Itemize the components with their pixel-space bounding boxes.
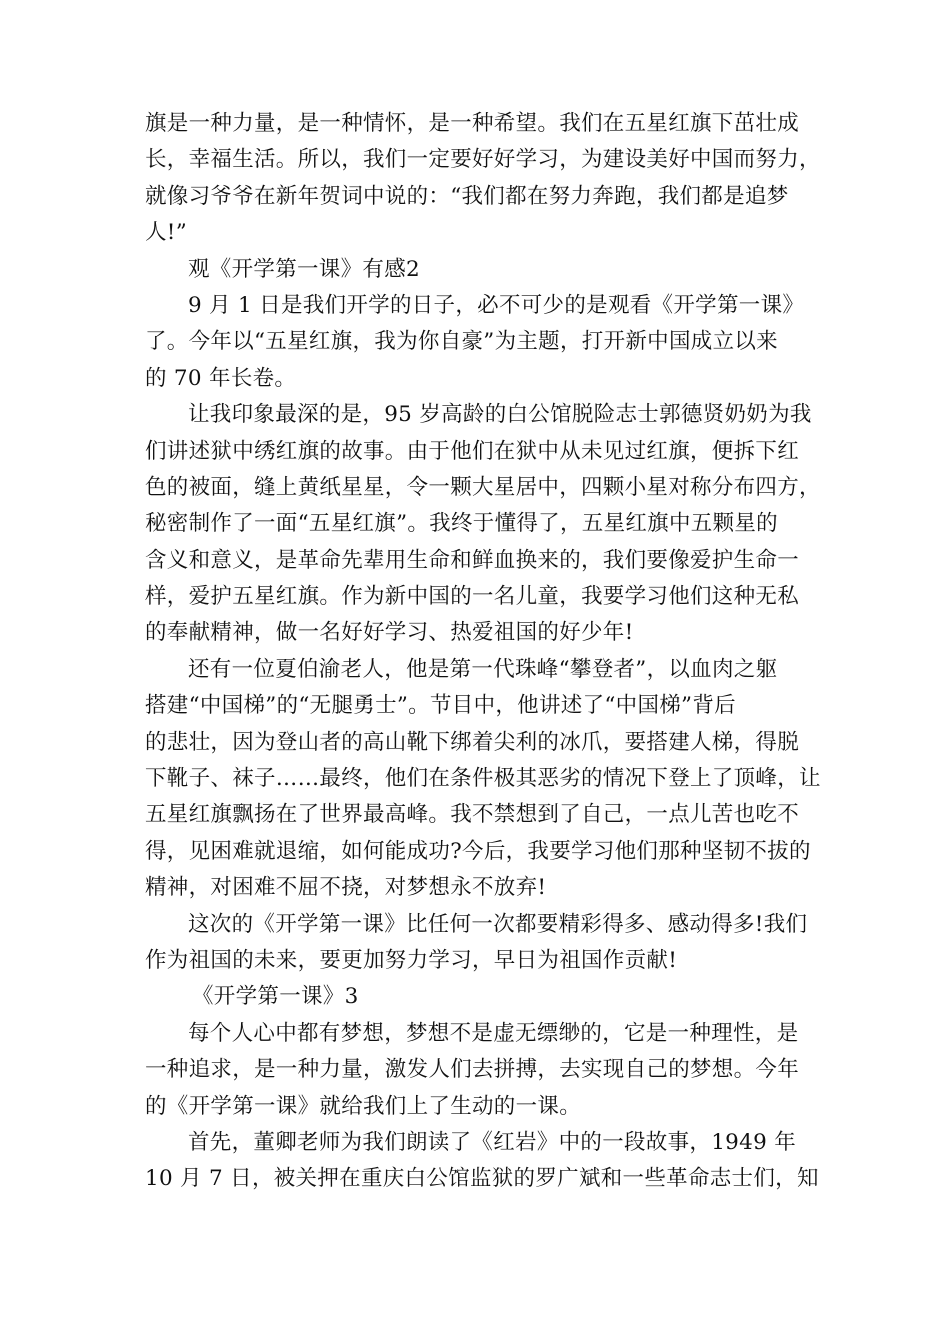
text-line: 五星红旗飘扬在了世界最高峰。我不禁想到了自己，一点儿苦也吃不 <box>145 802 800 828</box>
text-line: 的悲壮，因为登山者的高山靴下绑着尖利的冰爪，要搭建人梯，得脱 <box>145 729 800 755</box>
text-line: 10 月 7 日，被关押在重庆白公馆监狱的罗广斌和一些革命志士们，知 <box>145 1166 819 1192</box>
text-line: 还有一位夏伯渝老人，他是第一代珠峰“攀登者”，以血肉之躯 <box>188 656 778 682</box>
text-line: 秘密制作了一面“五星红旗”。我终于懂得了，五星红旗中五颗星的 <box>145 511 778 537</box>
text-line: 的 70 年长卷。 <box>145 365 297 391</box>
paragraph <box>145 1125 835 1198</box>
heading-text: 《开学第一课》3 <box>192 984 359 1010</box>
text-line: 下靴子、袜子……最终，他们在条件极其恶劣的情况下登上了顶峰，让 <box>145 766 821 792</box>
heading-text: 观《开学第一课》有感2 <box>188 256 420 282</box>
text-line: 们讲述狱中绣红旗的故事。由于他们在狱中从未见过红旗，便拆下红 <box>145 438 800 464</box>
text-line: 搭建“中国梯”的“无腿勇士”。节目中，他讲述了“中国梯”背后 <box>145 693 736 719</box>
paragraph <box>145 907 835 980</box>
text-line: 的《开学第一课》就给我们上了生动的一课。 <box>145 1093 582 1119</box>
text-line: 了。今年以“五星红旗，我为你自豪”为主题，打开新中国成立以来 <box>145 329 778 355</box>
text-line: 长，幸福生活。所以，我们一定要好好学习，为建设美好中国而努力， <box>145 147 821 173</box>
text-line: 色的被面，缝上黄纸星星，令一颗大星居中，四颗小星对称分布四方， <box>145 474 821 500</box>
paragraph <box>145 106 835 252</box>
text-line: 含义和意义，是革命先辈用生命和鲜血换来的，我们要像爱护生命一 <box>145 547 800 573</box>
text-line: 9 月 1 日是我们开学的日子，必不可少的是观看《开学第一课》 <box>188 292 805 318</box>
text-line: 旗是一种力量，是一种情怀，是一种希望。我们在五星红旗下茁壮成 <box>145 111 800 136</box>
paragraph <box>145 397 835 652</box>
paragraph <box>145 288 835 397</box>
text-line: 的奉献精神，做一名好好学习、热爱祖国的好少年! <box>145 620 634 646</box>
document-body <box>145 106 835 1198</box>
paragraph <box>145 652 835 907</box>
text-line: 得，见困难就退缩，如何能成功?今后，我要学习他们那种坚韧不拔的 <box>145 838 811 864</box>
text-line: 人!” <box>145 220 188 246</box>
text-line: 一种追求，是一种力量，激发人们去拼搏，去实现自己的梦想。今年 <box>145 1057 800 1083</box>
section-heading <box>145 252 835 288</box>
section-heading <box>145 979 835 1015</box>
text-line: 这次的《开学第一课》比任何一次都要精彩得多、感动得多!我们 <box>188 911 808 937</box>
text-line: 精神，对困难不屈不挠，对梦想永不放弃! <box>145 875 547 901</box>
text-line: 就像习爷爷在新年贺词中说的：“我们都在努力奔跑，我们都是追梦 <box>145 183 789 209</box>
paragraph <box>145 1016 835 1125</box>
text-line: 每个人心中都有梦想，梦想不是虚无缥缈的，它是一种理性，是 <box>188 1020 799 1046</box>
text-line: 让我印象最深的是，95 岁高龄的白公馆脱险志士郭德贤奶奶为我 <box>188 402 812 428</box>
text-line: 首先，董卿老师为我们朗读了《红岩》中的一段故事，1949 年 <box>188 1129 797 1155</box>
text-line: 作为祖国的未来，要更加努力学习，早日为祖国作贡献! <box>145 947 678 973</box>
text-line: 样，爱护五星红旗。作为新中国的一名儿童，我要学习他们这种无私 <box>145 584 800 610</box>
